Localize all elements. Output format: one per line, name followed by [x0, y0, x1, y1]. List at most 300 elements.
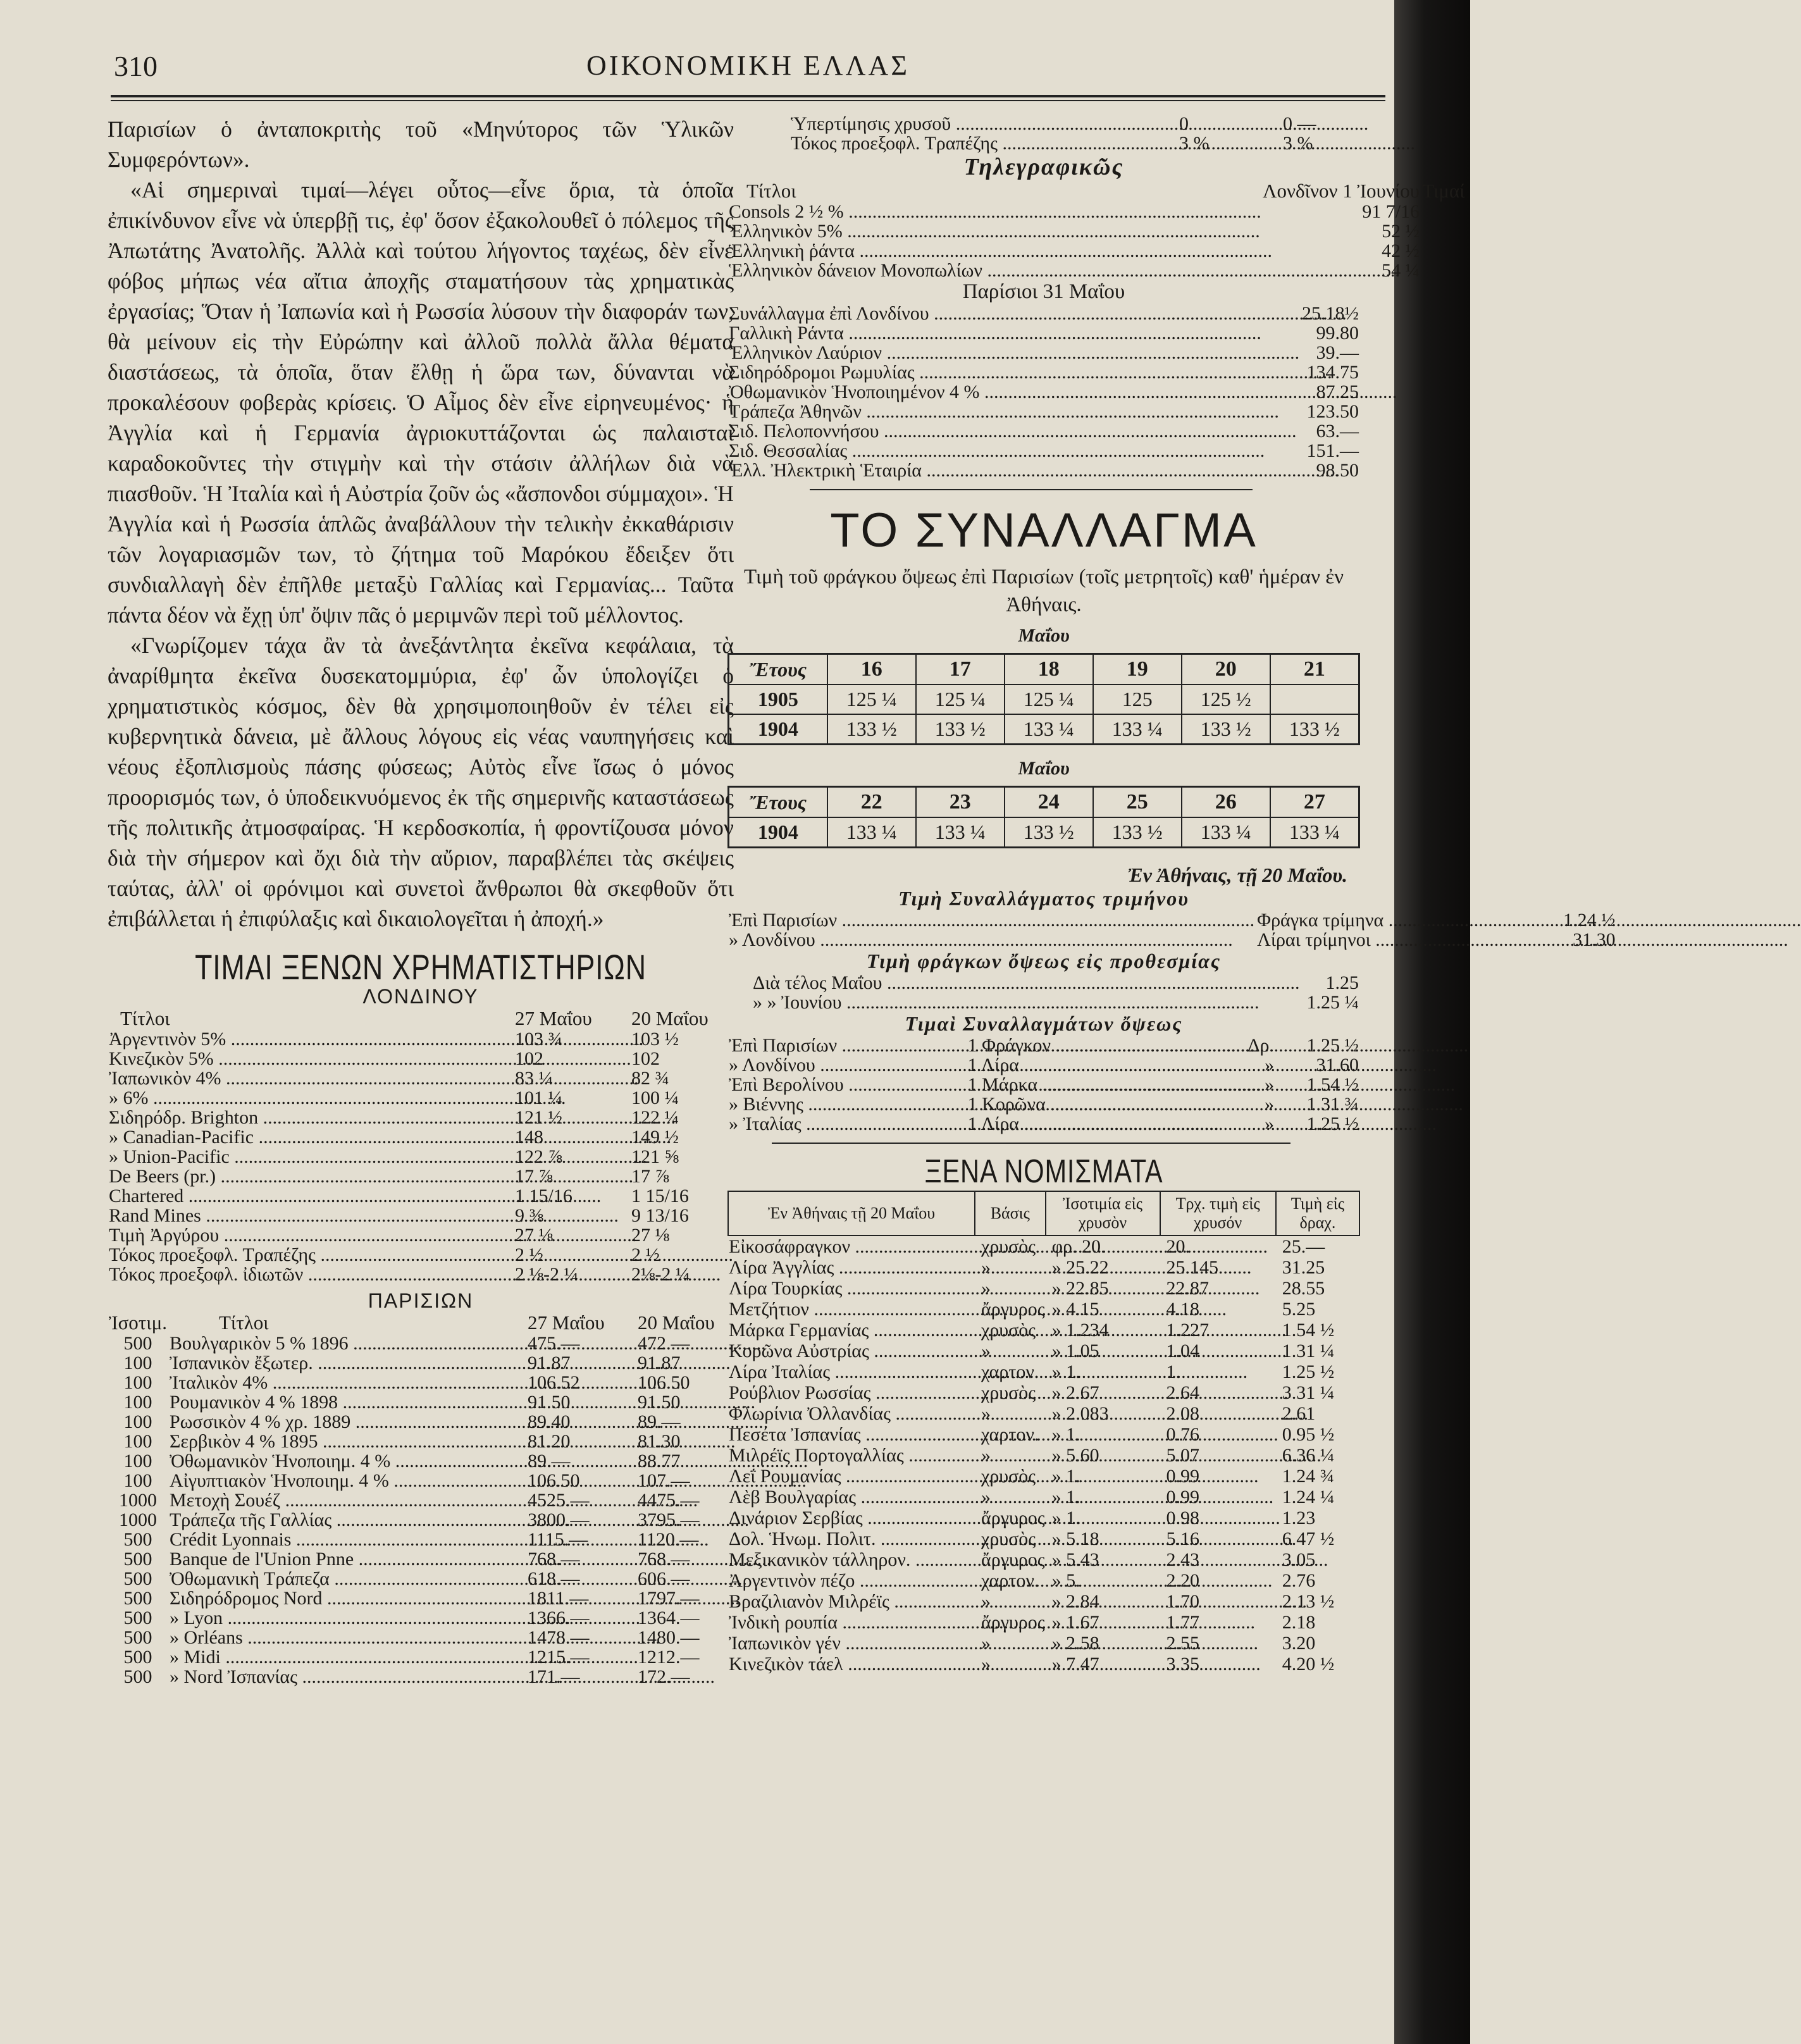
place: Ἐπὶ Βερολίνου .....: [727, 1075, 967, 1094]
drachma-price: 1.54 ½: [1282, 1320, 1335, 1341]
price: 151.—: [1306, 440, 1359, 461]
security-name: Σιδ. Πελοποννήσου .....: [727, 421, 1282, 441]
gold-parity: » 5.18: [1051, 1528, 1099, 1549]
price-b: 91.50: [638, 1392, 681, 1413]
running-title: ΟΙΚΟΝΟΜΙΚΗ ΕΛΛΑΣ: [586, 50, 910, 81]
rate: 31.60: [1316, 1055, 1359, 1075]
day-header: 25: [1093, 787, 1182, 818]
unit: Φράγκα τρίμηνα .....: [1256, 910, 1562, 930]
price-b: 81.30: [638, 1431, 681, 1452]
price-a: 122 ⅞: [515, 1146, 562, 1167]
table-row: [727, 202, 1466, 221]
price-a: 102: [515, 1048, 543, 1069]
price-b: 107.—: [638, 1470, 690, 1491]
price-a: 618.—: [528, 1568, 580, 1589]
table-row: [727, 930, 1617, 950]
security-name: Σιδηρόδρομοι Ρωμυλίας .....: [727, 362, 1282, 382]
drachma-price: 5.25: [1282, 1299, 1316, 1320]
nominal: 500: [123, 1647, 152, 1668]
price-a: 81.20: [528, 1431, 571, 1452]
basis: χρυσὸς: [981, 1236, 1036, 1257]
rate: 1.25 ¼: [1306, 992, 1359, 1013]
rate-cell: 133 ¼: [1093, 714, 1182, 745]
price-a: 1478.—: [528, 1627, 590, 1648]
price-a: 106.52: [528, 1372, 580, 1393]
price-b: 2 ½: [631, 1244, 660, 1265]
price-a: 17 ⅞: [515, 1166, 553, 1187]
unit: 1 Φράγκον .....: [967, 1036, 1235, 1055]
coins-title: ΞΕΝΑ ΝΟΜΙΣΜΑΤΑ: [924, 1153, 1163, 1190]
price-a: 4525.—: [528, 1490, 590, 1511]
nominal: 100: [123, 1392, 152, 1413]
nominal: 500: [123, 1588, 152, 1609]
drachma-price: 2.18: [1282, 1612, 1316, 1633]
coin-name: Ρούβλιον Ρωσσίας .....: [728, 1382, 975, 1403]
price-b: 1480.—: [638, 1627, 700, 1648]
gold-price: 5.07: [1166, 1445, 1200, 1466]
header-rule-thin: [111, 100, 1385, 101]
nominal: 100: [123, 1372, 152, 1393]
table-row: [727, 910, 1617, 930]
col-header-date-b: 20 Μαΐου: [631, 1007, 709, 1029]
price-a: 27 ⅛: [515, 1225, 553, 1246]
rate-cell: 133 ½: [1093, 817, 1182, 848]
col-header-title: Τίτλοι: [746, 180, 796, 202]
table-row: [727, 1036, 1360, 1055]
coin-name: Κινεζικὸν τάελ .....: [728, 1654, 975, 1675]
coin-row: [728, 1549, 1359, 1570]
gold-parity: » 2.67: [1051, 1382, 1099, 1403]
coin-row: [728, 1654, 1359, 1675]
coin-row: [728, 1445, 1359, 1466]
gold-price: 2.43: [1166, 1549, 1200, 1570]
gold-price: 25.145: [1166, 1257, 1219, 1278]
price-b: 89.—: [638, 1411, 681, 1432]
price: 123.50: [1306, 401, 1359, 422]
forward-heading: Τιμὴ φράγκων ὄψεως εἰς προθεσμίας: [866, 950, 1222, 972]
price-a: 1 15/16: [515, 1186, 572, 1206]
gold-price: 3.35: [1166, 1654, 1200, 1675]
rate-cell: 133 ¼: [1005, 714, 1093, 745]
price-b: 100 ¼: [631, 1087, 679, 1108]
coin-row: [728, 1299, 1359, 1320]
price: 91 7/16: [1362, 201, 1420, 222]
gold-parity: » 25.22: [1051, 1257, 1109, 1278]
price-a: 2 ⅛-2 ¼: [515, 1264, 578, 1285]
price: 54 ¼: [1382, 260, 1420, 281]
gold-parity: » 22.85: [1051, 1278, 1109, 1299]
coin-name: Μετζήτιον .....: [728, 1299, 975, 1320]
table-row: [108, 1667, 734, 1687]
day-header: 16: [827, 654, 916, 685]
security-name: Ἑλληνικὸν 5% .....: [727, 221, 1261, 241]
basis: »: [981, 1591, 991, 1612]
gold-price: 22.87: [1166, 1278, 1210, 1299]
coin-row: [728, 1466, 1359, 1487]
gold-parity: » 1.05: [1051, 1341, 1099, 1361]
price-b: 122 ¼: [631, 1107, 679, 1128]
coin-name: Βραζιλιανὸν Μιλρέϊς .....: [728, 1591, 975, 1612]
price-b: 91.87: [638, 1353, 681, 1373]
article-paragraph-1: Παρισίων ὁ ἀνταποκριτὴς τοῦ «Μηνύτορος τῶν Ὑλικῶν Συμφερόντων».: [108, 116, 734, 172]
price-a: 1811.—: [528, 1588, 589, 1609]
grid-row: [729, 714, 1359, 745]
price: 134.75: [1306, 362, 1359, 383]
table-row: [108, 1392, 734, 1412]
price-a: 103 ¾: [515, 1029, 562, 1050]
table-row: [108, 1068, 734, 1088]
three-month-table: [727, 910, 1617, 950]
price-b: 106.50: [638, 1372, 690, 1393]
section-rule: [772, 1143, 1290, 1144]
rate-cell: 133 ½: [916, 714, 1005, 745]
coin-row: [728, 1633, 1359, 1654]
price-b: 768.—: [638, 1549, 690, 1570]
security-name: » Lyon .....: [168, 1608, 526, 1628]
coin-row: [728, 1591, 1359, 1612]
price-a: 475.—: [528, 1333, 580, 1354]
nominal: 500: [123, 1607, 152, 1628]
table-row: [727, 114, 1360, 133]
table-row: [727, 461, 1360, 480]
gold-price: 20.: [1166, 1236, 1191, 1257]
unit: 1 Κορῶνα .....: [967, 1094, 1235, 1114]
drachma-price: 1.23: [1282, 1508, 1316, 1528]
security-name: Ἰταλικὸν 4% .....: [168, 1373, 526, 1392]
gold-parity: » 1.: [1051, 1424, 1080, 1445]
page-header: [111, 44, 1385, 95]
price-a: 768.—: [528, 1549, 580, 1570]
security-name: Βουλγαρικὸν 5 % 1896 .....: [168, 1334, 526, 1353]
table-row: [727, 993, 1360, 1012]
day-header: 23: [916, 787, 1005, 818]
table-row: [108, 1432, 734, 1451]
drachma-price: 3.05: [1282, 1549, 1316, 1570]
security-name: Ἑλληνικὸν Λαύριον .....: [727, 343, 1282, 362]
paris-prices-table: [108, 1313, 734, 1687]
table-row: [727, 304, 1360, 323]
london-telegraph-table: [727, 181, 1466, 280]
drachma-price: 1.31 ¼: [1282, 1341, 1335, 1361]
rate-cell: 133 ¼: [827, 817, 916, 848]
price-a: 89.40: [528, 1411, 571, 1432]
price-a: 1366.—: [528, 1607, 590, 1628]
paris-telegraph-table: [727, 304, 1360, 480]
rate-cell: 133 ½: [1270, 714, 1359, 745]
price-a: 83 ¼: [515, 1068, 553, 1089]
rate-cell: [1270, 684, 1359, 714]
security-name: Κινεζικὸν 5% .....: [108, 1049, 514, 1068]
month-label-1: Μαΐου: [1018, 625, 1070, 646]
security-name: Σερβικὸν 4 % 1895 .....: [168, 1432, 526, 1451]
price-b: 1797.—: [638, 1588, 700, 1609]
sight-heading: Τιμαὶ Συναλλαγμάτων ὄψεως: [905, 1012, 1183, 1035]
rate: 1.31 ¾: [1306, 1094, 1359, 1115]
gold-parity: » 2.84: [1051, 1591, 1099, 1612]
table-row: [108, 1108, 734, 1127]
price-a: 91.50: [528, 1392, 571, 1413]
table-row: [108, 1334, 734, 1353]
table-row: [108, 1569, 734, 1589]
grid-header-row: [729, 654, 1359, 685]
grid-row: [729, 817, 1359, 848]
price: 52 ½: [1382, 221, 1420, 242]
coin-row: [728, 1257, 1359, 1278]
coin-row: [728, 1236, 1359, 1257]
gold-price: 0.98: [1166, 1508, 1200, 1528]
rate-cell: 125 ¼: [916, 684, 1005, 714]
security-name: Rand Mines .....: [108, 1206, 514, 1225]
coin-row: [728, 1320, 1359, 1341]
rate-cell: 133 ¼: [1270, 817, 1359, 848]
gold-parity: » 1.67: [1051, 1612, 1099, 1633]
col-header-date-a: 27 Μαΐου: [528, 1311, 605, 1334]
security-name: Ὀθωμανικὸν Ἡνοποιημ. 4 % .....: [168, 1451, 526, 1471]
day-header: 20: [1182, 654, 1270, 685]
place: Ἐπὶ Παρισίων .....: [727, 1036, 967, 1055]
table-row: [108, 1353, 734, 1373]
security-name: Συνάλλαγμα ἐπὶ Λονδίνου .....: [727, 304, 1282, 323]
price-a: 89.—: [528, 1451, 571, 1471]
currency: Δρ.: [1247, 1035, 1274, 1056]
security-name: » Midi .....: [168, 1647, 526, 1667]
gold-price: 0.99: [1166, 1466, 1200, 1487]
day-header: 18: [1005, 654, 1093, 685]
gold-price: 1.77: [1166, 1612, 1200, 1633]
nominal: 500: [123, 1568, 152, 1589]
coin-row: [728, 1570, 1359, 1591]
price-b: 82 ¾: [631, 1068, 669, 1089]
coin-row: [728, 1424, 1359, 1445]
foreign-exchanges-title: ΤΙΜΑΙ ΞΕΝΩΝ ΧΡΗΜΑΤΙΣΤΗΡΙΩΝ: [195, 947, 647, 987]
rate-cell: 133 ¼: [1182, 817, 1270, 848]
london-subtitle: ΛΟΝΔΙΝΟΥ: [362, 985, 479, 1008]
table-row: [727, 973, 1360, 993]
term: Διὰ τέλος Μαΐου .....: [727, 973, 1275, 993]
coin-row: [728, 1612, 1359, 1633]
security-name: Γαλλικὴ Ράντα .....: [727, 323, 1282, 343]
drachma-price: 0.95 ½: [1282, 1424, 1335, 1445]
drachma-price: 2.61: [1282, 1403, 1316, 1424]
value-b: 0.—: [1283, 113, 1316, 134]
price-b: 103 ½: [631, 1029, 679, 1050]
gold-price: 0.76: [1166, 1424, 1200, 1445]
nominal: 500: [123, 1333, 152, 1354]
coin-name: Εἰκοσάφραγκον .....: [728, 1236, 975, 1257]
coin-name: Λίρα Ἰταλίας .....: [728, 1361, 975, 1382]
table-row: [108, 1127, 734, 1147]
unit: 1 Λίρα .....: [967, 1114, 1235, 1134]
gold-parity: » 2.083: [1051, 1403, 1109, 1424]
price-a: 148: [515, 1127, 543, 1148]
year-cell: 1904: [729, 817, 827, 848]
basis: χρυσὸς: [981, 1320, 1036, 1341]
basis: ἄργυρος: [981, 1612, 1045, 1633]
table-row: [727, 343, 1360, 362]
col-header-nominal: Ἰσοτιμ.: [109, 1311, 167, 1334]
basis: »: [981, 1403, 991, 1424]
table-row: [108, 1029, 734, 1049]
coin-name: Ἰαπωνικὸν γέν .....: [728, 1633, 975, 1654]
security-name: Τόκος προεξοφλ. Τραπέζης .....: [108, 1245, 514, 1265]
nominal: 100: [123, 1470, 152, 1491]
price-b: 9 13/16: [631, 1205, 689, 1226]
coin-name: Λεΐ Ρουμανίας .....: [728, 1466, 975, 1487]
security-name: Ἰσπανικὸν ἔξωτερ. .....: [168, 1353, 526, 1373]
col-header-date-a: 27 Μαΐου: [515, 1007, 592, 1029]
place: » Βιέννης .....: [727, 1094, 967, 1114]
three-month-heading: Τιμὴ Συναλλάγματος τριμήνου: [898, 887, 1189, 910]
coin-name: Λὲβ Βουλγαρίας .....: [728, 1487, 975, 1508]
forward-table: [727, 973, 1360, 1012]
table-row: [727, 133, 1360, 153]
value-b: 3 %: [1283, 133, 1313, 154]
price: 63.—: [1316, 421, 1359, 442]
price-b: 149 ½: [631, 1127, 679, 1148]
place: » Λονδίνου .....: [727, 1055, 967, 1075]
col-header-title: Τίτλοι: [120, 1007, 170, 1029]
security-name: Ἑλλ. Ἠλεκτρικὴ Ἑταιρία .....: [727, 461, 1282, 480]
price-a: 3800.—: [528, 1509, 590, 1530]
security-name: Consols 2 ½ % .....: [727, 202, 1261, 221]
table-row: [727, 241, 1466, 261]
price-a: 9 ⅜: [515, 1205, 543, 1226]
rate-cell: 125: [1093, 684, 1182, 714]
coin-name: Φλωρίνια Ὀλλανδίας .....: [728, 1403, 975, 1424]
security-name: Τιμὴ Ἀργύρου .....: [108, 1225, 514, 1245]
security-name: Chartered .....: [108, 1186, 514, 1206]
gold-parity: » 1.234: [1051, 1320, 1109, 1341]
price-a: 2 ½: [515, 1244, 543, 1265]
table-row: [727, 382, 1360, 402]
day-header: 24: [1005, 787, 1093, 818]
price-b: 172.—: [638, 1666, 690, 1687]
table-row: [108, 1608, 734, 1628]
london-prices-table: [108, 1008, 734, 1284]
article-paragraph-3: «Γνωρίζομεν τάχα ἂν τὰ ἀνεξάντλητα ἐκεῖνα κεφάλαια, τὰ ἀναρίθμητα ἐκεῖνα δυσεκατομμύρια, ἐφ' ὧν ὑπολογίζει ὁ χρηματιστικὸς κόσμος, δὲν θὰ χρησιμοποιηθοῦν ἐν τέλει εἰς κυβερνητικὰ δάνεια, μὲ ἄλλους λόγους εἰς νέας ναυπηγήσεις καὶ νέους ἐξοπλισμοὺς πάσης φύσεως; Αὐτὸς εἶνε ἴσως ὁ μόνος προορισμός των, ὁ ὑποδεικνυόμενος ἐκ τῆς σημερινῆς καταστάσεως τῆς πολιτικῆς ἀτμοσφαίρας. Ἡ κερδοσκοπία, ἡ φροντίζουσα μόνον διὰ τὴν σήμερον καὶ ὄχι διὰ τὴν αὔριον, παραβλέπει τὰς σκέψεις ταύτας, ἀλλ' οἱ φρόνιμοι καὶ συνετοὶ ἄνθρωποι θὰ σκεφθοῦν ὅτι ἐπιβάλλεται ἡ ἐπιφύλαξις καὶ δικαιολογεῖται ἡ ἀποχή.»: [108, 633, 734, 931]
rate-cell: 133 ¼: [916, 817, 1005, 848]
price-b: 102: [631, 1048, 660, 1069]
drachma-price: 3.31 ¼: [1282, 1382, 1335, 1403]
gold-parity: » 4.15: [1051, 1299, 1099, 1320]
coin-row: [728, 1528, 1359, 1549]
nominal: 500: [123, 1549, 152, 1570]
security-name: Σιδηρόδρομος Nord .....: [168, 1589, 526, 1608]
drachma-price: 6.47 ½: [1282, 1528, 1335, 1549]
article-paragraph-2: «Αἱ σημεριναὶ τιμαί—λέγει οὗτος—εἶνε ὅρια, τὰ ὁποῖα ἐπικίνδυνον εἶνε νὰ ὑπερβῇ τις, ἐφ' ὅσον ἐξακολουθεῖ ὁ πόλεμος τῆς Ἀπωτάτης Ἀνατολῆς. Ἀλλὰ καὶ τούτου λήγοντος ταχέως, δὲν εἶνε φόβος μήπως νέα αἴτια ἀποχῆς σταματήσουν τὰς χρηματικὰς ἐργασίας; Ὅταν ἡ Ἰαπωνία καὶ ἡ Ρωσσία λύσουν τὴν διαφοράν των, θὰ μείνουν εἰς τὴν Εὐρώπην καὶ ἀλλοῦ πολλὰ ἄλλα θέματα διαστάσεως, τὰ ὁποῖα, ὅταν ἔλθῃ ἡ ὥρα των, δύνανται νὰ προκαλέσουν φοβερὰς κρίσεις. Ὁ Αἶμος δὲν εἶνε εἰρηνευμένος· ἡ Ἀγγλία καὶ ἡ Γερμανία ἀγριοκυττάζονται ὡς παλαισταὶ καραδοκοῦντες τὴν στιγμὴν καὶ τὴν στάσιν ἀλλήλων διὰ νὰ πιασθοῦν. Ἡ Ἰταλία καὶ ἡ Αὐστρία ζοῦν ὡς «ἄσπονδοι σύμμαχοι». Ἡ Ἀγγλία καὶ ἡ Ρωσσία ἁπλῶς ἀναβάλλουν τὴν τελικὴν ἐκκαθάρισιν τῶν λογαριασμῶν των, τὸ ζήτημα τοῦ Μαρόκου ἔδειξεν ὅτι συνδιαλλαγὴ δὲν ἐπῆλθε μεταξὺ Γαλλίας καὶ Γερμανίας... Ταῦτα πάντα δέον νὰ ἔχῃ ὑπ' ὄψιν πᾶς ὁ μεριμνῶν περὶ τοῦ μέλλοντος.: [108, 177, 734, 628]
price: 98.50: [1316, 460, 1359, 481]
gold-parity: » 5.: [1051, 1570, 1080, 1591]
security-name: » Nord Ἰσπανίας .....: [168, 1667, 526, 1687]
rate-cell: 125 ½: [1182, 684, 1270, 714]
coin-name: Μεξικανικὸν τάλληρον. .....: [728, 1549, 975, 1570]
col-header-date-b: 20 Μαΐου: [638, 1311, 715, 1334]
day-header: 22: [827, 787, 916, 818]
rate: 1.25: [1325, 972, 1359, 993]
price-b: 2⅛-2 ¼: [631, 1264, 690, 1285]
table-row: [108, 1206, 734, 1225]
coin-name: Δινάριον Σερβίας .....: [728, 1508, 975, 1528]
basis: »: [981, 1487, 991, 1508]
rate: 31.30: [1573, 929, 1616, 950]
year-header: Ἔτους: [729, 654, 827, 685]
basis: χρυσὸς: [981, 1466, 1036, 1487]
gold-price: 2.08: [1166, 1403, 1200, 1424]
table-row: [727, 1094, 1360, 1114]
drachma-price: 3.20: [1282, 1633, 1316, 1654]
basis: ἄργυρος: [981, 1299, 1045, 1320]
unit: 1 Λίρα .....: [967, 1055, 1235, 1075]
coin-name: Δολ. Ἡνωμ. Πολιτ. .....: [728, 1528, 975, 1549]
col-header-title: Τίτλοι: [218, 1311, 269, 1334]
rate-cell: 133 ½: [1005, 817, 1093, 848]
table-row: [108, 1265, 734, 1284]
gold-price: 1.: [1166, 1361, 1181, 1382]
coin-row: [728, 1278, 1359, 1299]
security-name: Ὀθωμανικὴ Τράπεζα .....: [168, 1569, 526, 1589]
year-cell: 1905: [729, 684, 827, 714]
price-b: 1364.—: [638, 1607, 700, 1628]
table-row: [108, 1471, 734, 1490]
price-b: 121 ⅝: [631, 1146, 679, 1167]
rate-cell: 125 ¼: [1005, 684, 1093, 714]
security-name: Αἰγυπτιακὸν Ἡνοποιημ. 4 % .....: [168, 1471, 526, 1490]
table-row: [108, 1088, 734, 1108]
gold-parity: » 1.: [1051, 1508, 1080, 1528]
price-b: 1 15/16: [631, 1186, 689, 1206]
rate: 1.54 ½: [1306, 1074, 1359, 1095]
table-row: [108, 1530, 734, 1549]
grid-header-row: [729, 787, 1359, 818]
coin-row: [728, 1341, 1359, 1361]
basis: χαρτον.: [981, 1361, 1039, 1382]
coin-name: Λίρα Ἀγγλίας .....: [728, 1257, 975, 1278]
nominal: 500: [123, 1666, 152, 1687]
sight-table: [727, 1036, 1360, 1134]
rate: 1.24 ½: [1563, 910, 1616, 931]
table-row: [108, 1147, 734, 1167]
currency: »: [1265, 1074, 1274, 1095]
coin-name: Μάρκα Γερμανίας .....: [728, 1320, 975, 1341]
security-name: » Canadian-Pacific .....: [108, 1127, 514, 1147]
exchange-grid-2: [727, 786, 1360, 848]
place: Ἐπὶ Παρισίων .....: [727, 910, 1256, 930]
drachma-price: 6.36 ¼: [1282, 1445, 1335, 1466]
price-b: 3795.—: [638, 1509, 700, 1530]
day-header: 26: [1182, 787, 1270, 818]
security-name: Ρουμανικὸν 4 % 1898 .....: [168, 1392, 526, 1412]
page-binding-edge: [1394, 0, 1470, 2044]
drachma-price: 2.13 ½: [1282, 1591, 1335, 1612]
basis: »: [981, 1445, 991, 1466]
security-name: Τόκος προεξοφλ. ἰδιωτῶν .....: [108, 1265, 514, 1284]
value-a: 3 %: [1179, 133, 1210, 154]
nominal: 100: [123, 1431, 152, 1452]
nominal: 100: [123, 1411, 152, 1432]
coin-name: Ἀργεντινὸν πέζο .....: [728, 1570, 975, 1591]
rate-cell: 133 ½: [827, 714, 916, 745]
table-row: [108, 1510, 734, 1530]
gold-parity: » 1.: [1051, 1361, 1080, 1382]
coins-table: [727, 1191, 1360, 1675]
value-a: 0: [1179, 113, 1189, 134]
grid-row: [729, 684, 1359, 714]
security-name: Ἀργεντινὸν 5% .....: [108, 1029, 514, 1049]
table-row: [727, 402, 1360, 421]
month-label-2: Μαΐου: [1018, 758, 1070, 779]
table-row: [727, 441, 1360, 461]
basis: »: [981, 1341, 991, 1361]
